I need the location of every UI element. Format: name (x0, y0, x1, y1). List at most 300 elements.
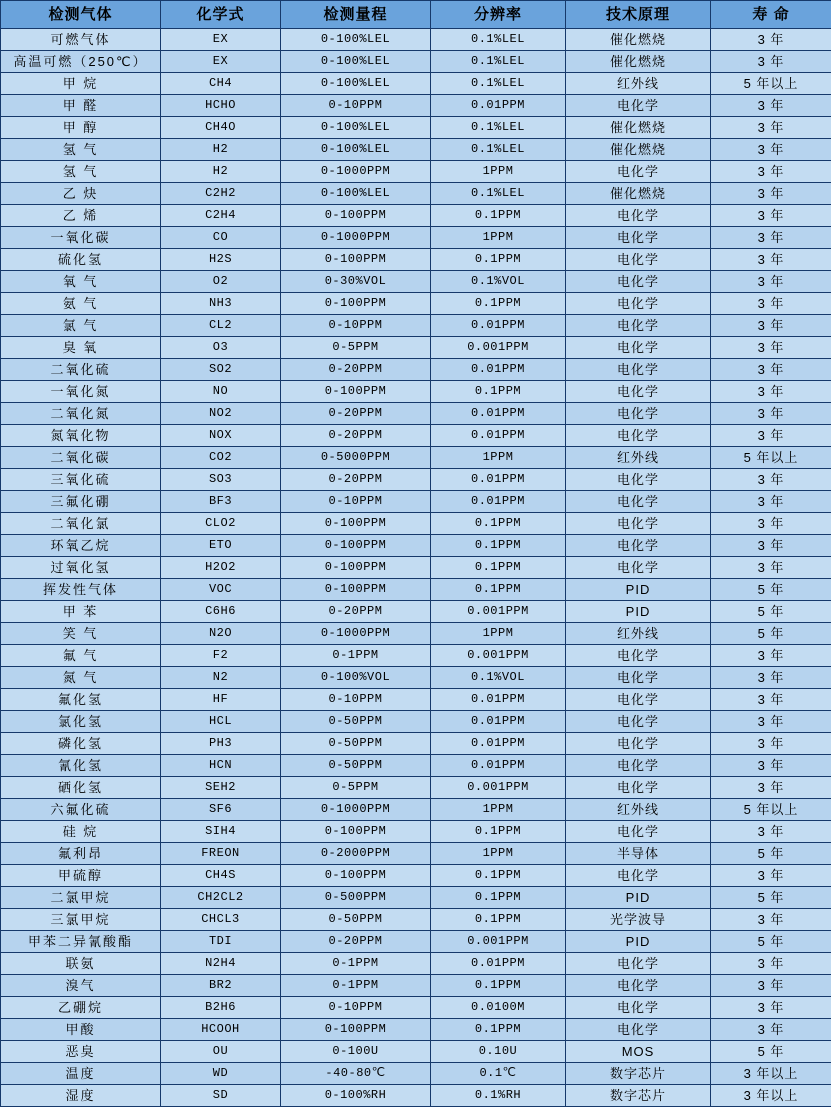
cell-gas: 氮氧化物 (1, 425, 161, 447)
cell-formula: CO (161, 227, 281, 249)
cell-gas: 氧 气 (1, 271, 161, 293)
cell-technology: 催化燃烧 (566, 117, 711, 139)
cell-formula: SO2 (161, 359, 281, 381)
cell-gas: 一氧化氮 (1, 381, 161, 403)
cell-formula: SIH4 (161, 821, 281, 843)
cell-range: 0-500PPM (281, 887, 431, 909)
cell-formula: BR2 (161, 975, 281, 997)
cell-resolution: 0.1%LEL (431, 117, 566, 139)
cell-lifespan: 3 年 (711, 909, 831, 931)
cell-formula: C6H6 (161, 601, 281, 623)
table-row (1, 777, 831, 799)
cell-lifespan: 3 年 (711, 1019, 831, 1041)
cell-technology: 电化学 (566, 953, 711, 975)
cell-lifespan: 3 年 (711, 161, 831, 183)
cell-lifespan: 3 年 (711, 997, 831, 1019)
cell-resolution: 0.01PPM (431, 755, 566, 777)
cell-gas: 硒化氢 (1, 777, 161, 799)
cell-gas: 硫化氢 (1, 249, 161, 271)
cell-formula: N2 (161, 667, 281, 689)
cell-range: -40-80℃ (281, 1063, 431, 1085)
cell-range: 0-5PPM (281, 777, 431, 799)
table-row (1, 909, 831, 931)
cell-technology: 催化燃烧 (566, 139, 711, 161)
table-row (1, 645, 831, 667)
cell-range: 0-100PPM (281, 579, 431, 601)
cell-technology: 催化燃烧 (566, 51, 711, 73)
cell-gas: 三氟化硼 (1, 491, 161, 513)
table-row (1, 227, 831, 249)
cell-formula: NH3 (161, 293, 281, 315)
table-row (1, 557, 831, 579)
cell-technology: 电化学 (566, 1019, 711, 1041)
cell-lifespan: 5 年 (711, 887, 831, 909)
table-body (1, 29, 831, 1107)
table-row (1, 249, 831, 271)
cell-resolution: 0.1%LEL (431, 73, 566, 95)
cell-gas: 氨 气 (1, 293, 161, 315)
cell-gas: 高温可燃（250℃） (1, 51, 161, 73)
cell-lifespan: 5 年 (711, 1041, 831, 1063)
cell-resolution: 0.1PPM (431, 975, 566, 997)
cell-formula: H2O2 (161, 557, 281, 579)
table-row (1, 623, 831, 645)
cell-lifespan: 3 年 (711, 139, 831, 161)
cell-resolution: 0.01PPM (431, 359, 566, 381)
table-row (1, 293, 831, 315)
cell-technology: 电化学 (566, 249, 711, 271)
cell-lifespan: 3 年 (711, 645, 831, 667)
cell-lifespan: 3 年 (711, 29, 831, 51)
cell-lifespan: 3 年 (711, 865, 831, 887)
table-row (1, 315, 831, 337)
cell-resolution: 1PPM (431, 843, 566, 865)
cell-gas: 挥发性气体 (1, 579, 161, 601)
table-row (1, 183, 831, 205)
cell-gas: 硅 烷 (1, 821, 161, 843)
column-header-gas: 检测气体 (1, 1, 161, 29)
cell-gas: 联氨 (1, 953, 161, 975)
cell-technology: 电化学 (566, 513, 711, 535)
cell-range: 0-50PPM (281, 755, 431, 777)
table-row (1, 51, 831, 73)
table-row (1, 997, 831, 1019)
cell-technology: 电化学 (566, 403, 711, 425)
cell-technology: 红外线 (566, 73, 711, 95)
table-row (1, 953, 831, 975)
cell-formula: O3 (161, 337, 281, 359)
cell-resolution: 0.1%LEL (431, 139, 566, 161)
table-row (1, 1041, 831, 1063)
cell-resolution: 1PPM (431, 161, 566, 183)
cell-formula: SEH2 (161, 777, 281, 799)
cell-lifespan: 3 年 (711, 689, 831, 711)
cell-gas: 环氧乙烷 (1, 535, 161, 557)
cell-resolution: 0.1PPM (431, 557, 566, 579)
cell-lifespan: 3 年 (711, 491, 831, 513)
cell-range: 0-100PPM (281, 1019, 431, 1041)
cell-resolution: 0.001PPM (431, 645, 566, 667)
cell-technology: PID (566, 887, 711, 909)
table-row (1, 1085, 831, 1107)
cell-resolution: 0.1PPM (431, 579, 566, 601)
cell-lifespan: 3 年 (711, 315, 831, 337)
cell-gas: 氯 气 (1, 315, 161, 337)
cell-lifespan: 3 年 (711, 205, 831, 227)
cell-gas: 三氧化硫 (1, 469, 161, 491)
cell-formula: C2H4 (161, 205, 281, 227)
cell-technology: MOS (566, 1041, 711, 1063)
table-row (1, 359, 831, 381)
cell-lifespan: 3 年 (711, 975, 831, 997)
table-row (1, 799, 831, 821)
cell-technology: 电化学 (566, 535, 711, 557)
cell-resolution: 1PPM (431, 623, 566, 645)
cell-formula: B2H6 (161, 997, 281, 1019)
cell-resolution: 0.01PPM (431, 425, 566, 447)
cell-formula: HF (161, 689, 281, 711)
table-row (1, 535, 831, 557)
table-row (1, 711, 831, 733)
cell-resolution: 0.1%LEL (431, 183, 566, 205)
cell-gas: 二氧化氯 (1, 513, 161, 535)
cell-gas: 甲 苯 (1, 601, 161, 623)
cell-lifespan: 5 年以上 (711, 447, 831, 469)
cell-formula: H2S (161, 249, 281, 271)
cell-gas: 氟 气 (1, 645, 161, 667)
cell-range: 0-100PPM (281, 535, 431, 557)
cell-resolution: 0.01PPM (431, 95, 566, 117)
cell-range: 0-100PPM (281, 513, 431, 535)
cell-gas: 乙硼烷 (1, 997, 161, 1019)
cell-gas: 二氯甲烷 (1, 887, 161, 909)
cell-range: 0-5PPM (281, 337, 431, 359)
table-row (1, 667, 831, 689)
table-row (1, 513, 831, 535)
cell-resolution: 0.0100M (431, 997, 566, 1019)
cell-lifespan: 5 年 (711, 623, 831, 645)
table-row (1, 733, 831, 755)
cell-range: 0-20PPM (281, 931, 431, 953)
cell-lifespan: 5 年以上 (711, 73, 831, 95)
cell-gas: 甲酸 (1, 1019, 161, 1041)
cell-gas: 氢 气 (1, 139, 161, 161)
cell-resolution: 0.1PPM (431, 865, 566, 887)
cell-formula: HCL (161, 711, 281, 733)
cell-gas: 笑 气 (1, 623, 161, 645)
cell-resolution: 0.01PPM (431, 733, 566, 755)
cell-lifespan: 5 年 (711, 579, 831, 601)
table-row (1, 117, 831, 139)
table-row (1, 931, 831, 953)
cell-resolution: 0.1%LEL (431, 51, 566, 73)
cell-resolution: 0.01PPM (431, 403, 566, 425)
table-row (1, 205, 831, 227)
cell-resolution: 1PPM (431, 447, 566, 469)
cell-lifespan: 3 年 (711, 953, 831, 975)
cell-gas: 二氧化氮 (1, 403, 161, 425)
cell-formula: N2O (161, 623, 281, 645)
cell-range: 0-30%VOL (281, 271, 431, 293)
table-row (1, 887, 831, 909)
table-header-row (1, 1, 831, 29)
cell-technology: 电化学 (566, 293, 711, 315)
cell-gas: 甲 烷 (1, 73, 161, 95)
cell-lifespan: 3 年 (711, 183, 831, 205)
cell-gas: 乙 炔 (1, 183, 161, 205)
cell-technology: PID (566, 601, 711, 623)
cell-resolution: 0.1PPM (431, 293, 566, 315)
cell-lifespan: 3 年 (711, 381, 831, 403)
table-row (1, 469, 831, 491)
column-header-lifespan: 寿 命 (711, 1, 831, 29)
cell-formula: H2 (161, 139, 281, 161)
cell-gas: 溴气 (1, 975, 161, 997)
cell-lifespan: 3 年 (711, 249, 831, 271)
cell-range: 0-2000PPM (281, 843, 431, 865)
cell-technology: 电化学 (566, 821, 711, 843)
cell-technology: 电化学 (566, 95, 711, 117)
cell-technology: PID (566, 931, 711, 953)
cell-technology: 电化学 (566, 711, 711, 733)
cell-range: 0-100%LEL (281, 73, 431, 95)
cell-resolution: 0.001PPM (431, 337, 566, 359)
table-row (1, 689, 831, 711)
cell-technology: 电化学 (566, 557, 711, 579)
cell-resolution: 0.10U (431, 1041, 566, 1063)
cell-gas: 二氧化硫 (1, 359, 161, 381)
cell-lifespan: 3 年 (711, 755, 831, 777)
column-header-range: 检测量程 (281, 1, 431, 29)
cell-resolution: 0.1℃ (431, 1063, 566, 1085)
cell-range: 0-20PPM (281, 425, 431, 447)
cell-range: 0-100PPM (281, 205, 431, 227)
cell-lifespan: 3 年 (711, 117, 831, 139)
cell-formula: F2 (161, 645, 281, 667)
cell-formula: CH4S (161, 865, 281, 887)
cell-lifespan: 5 年以上 (711, 799, 831, 821)
table-row (1, 381, 831, 403)
table-row (1, 865, 831, 887)
cell-resolution: 0.1PPM (431, 887, 566, 909)
cell-range: 0-100PPM (281, 249, 431, 271)
cell-resolution: 0.1%RH (431, 1085, 566, 1107)
cell-range: 0-100U (281, 1041, 431, 1063)
cell-technology: 催化燃烧 (566, 29, 711, 51)
cell-range: 0-1PPM (281, 975, 431, 997)
cell-lifespan: 5 年 (711, 601, 831, 623)
cell-technology: 电化学 (566, 227, 711, 249)
cell-formula: HCOOH (161, 1019, 281, 1041)
cell-formula: SF6 (161, 799, 281, 821)
cell-lifespan: 3 年 (711, 469, 831, 491)
cell-technology: 数字芯片 (566, 1063, 711, 1085)
cell-technology: PID (566, 579, 711, 601)
table-row (1, 491, 831, 513)
cell-formula: ETO (161, 535, 281, 557)
cell-formula: EX (161, 51, 281, 73)
cell-technology: 催化燃烧 (566, 183, 711, 205)
cell-lifespan: 3 年 (711, 711, 831, 733)
cell-gas: 氯化氢 (1, 711, 161, 733)
cell-range: 0-100PPM (281, 557, 431, 579)
cell-formula: CHCL3 (161, 909, 281, 931)
table-row (1, 601, 831, 623)
cell-technology: 数字芯片 (566, 1085, 711, 1107)
table-header (1, 1, 831, 29)
cell-gas: 二氧化碳 (1, 447, 161, 469)
cell-resolution: 0.1PPM (431, 249, 566, 271)
cell-range: 0-50PPM (281, 909, 431, 931)
column-header-technology: 技术原理 (566, 1, 711, 29)
table-row (1, 1063, 831, 1085)
cell-lifespan: 3 年 (711, 95, 831, 117)
cell-resolution: 0.001PPM (431, 931, 566, 953)
cell-range: 0-10PPM (281, 491, 431, 513)
cell-range: 0-1000PPM (281, 799, 431, 821)
cell-lifespan: 3 年 (711, 227, 831, 249)
cell-formula: BF3 (161, 491, 281, 513)
cell-range: 0-1PPM (281, 645, 431, 667)
table-row (1, 29, 831, 51)
cell-lifespan: 3 年 (711, 535, 831, 557)
cell-gas: 甲苯二异氰酸酯 (1, 931, 161, 953)
cell-resolution: 0.1PPM (431, 513, 566, 535)
cell-range: 0-100PPM (281, 293, 431, 315)
cell-range: 0-1000PPM (281, 623, 431, 645)
cell-range: 0-100PPM (281, 381, 431, 403)
table-row (1, 579, 831, 601)
cell-range: 0-20PPM (281, 601, 431, 623)
cell-resolution: 0.01PPM (431, 953, 566, 975)
cell-range: 0-10PPM (281, 95, 431, 117)
cell-technology: 电化学 (566, 755, 711, 777)
cell-lifespan: 3 年 (711, 667, 831, 689)
cell-lifespan: 3 年以上 (711, 1085, 831, 1107)
cell-range: 0-10PPM (281, 689, 431, 711)
cell-technology: 电化学 (566, 271, 711, 293)
cell-gas: 恶臭 (1, 1041, 161, 1063)
cell-technology: 电化学 (566, 161, 711, 183)
cell-technology: 电化学 (566, 777, 711, 799)
table-row (1, 95, 831, 117)
cell-formula: C2H2 (161, 183, 281, 205)
cell-gas: 甲 醇 (1, 117, 161, 139)
cell-lifespan: 3 年 (711, 425, 831, 447)
cell-formula: H2 (161, 161, 281, 183)
cell-formula: VOC (161, 579, 281, 601)
column-header-resolution: 分辨率 (431, 1, 566, 29)
cell-formula: O2 (161, 271, 281, 293)
cell-gas: 氢 气 (1, 161, 161, 183)
cell-range: 0-100PPM (281, 821, 431, 843)
cell-range: 0-100%LEL (281, 139, 431, 161)
cell-technology: 红外线 (566, 799, 711, 821)
cell-range: 0-100PPM (281, 865, 431, 887)
cell-technology: 电化学 (566, 667, 711, 689)
cell-technology: 电化学 (566, 645, 711, 667)
cell-gas: 可燃气体 (1, 29, 161, 51)
cell-formula: WD (161, 1063, 281, 1085)
cell-lifespan: 3 年 (711, 733, 831, 755)
cell-resolution: 0.001PPM (431, 777, 566, 799)
cell-formula: HCN (161, 755, 281, 777)
cell-resolution: 0.01PPM (431, 689, 566, 711)
cell-gas: 温度 (1, 1063, 161, 1085)
cell-formula: NO (161, 381, 281, 403)
column-header-formula: 化学式 (161, 1, 281, 29)
cell-lifespan: 3 年以上 (711, 1063, 831, 1085)
cell-range: 0-50PPM (281, 711, 431, 733)
cell-lifespan: 3 年 (711, 557, 831, 579)
cell-range: 0-100%LEL (281, 51, 431, 73)
cell-formula: SD (161, 1085, 281, 1107)
table-row (1, 843, 831, 865)
cell-technology: 红外线 (566, 623, 711, 645)
cell-technology: 红外线 (566, 447, 711, 469)
table-row (1, 755, 831, 777)
table-row (1, 403, 831, 425)
cell-formula: CH4O (161, 117, 281, 139)
cell-range: 0-10PPM (281, 997, 431, 1019)
cell-range: 0-10PPM (281, 315, 431, 337)
cell-range: 0-100%VOL (281, 667, 431, 689)
cell-gas: 氟利昂 (1, 843, 161, 865)
cell-formula: CLO2 (161, 513, 281, 535)
cell-lifespan: 3 年 (711, 777, 831, 799)
table-row (1, 447, 831, 469)
cell-formula: N2H4 (161, 953, 281, 975)
cell-gas: 臭 氧 (1, 337, 161, 359)
cell-range: 0-100%RH (281, 1085, 431, 1107)
cell-resolution: 0.1PPM (431, 205, 566, 227)
table-row (1, 73, 831, 95)
cell-technology: 电化学 (566, 975, 711, 997)
cell-range: 0-20PPM (281, 403, 431, 425)
cell-formula: EX (161, 29, 281, 51)
cell-technology: 电化学 (566, 359, 711, 381)
cell-gas: 氮 气 (1, 667, 161, 689)
cell-range: 0-1000PPM (281, 227, 431, 249)
cell-lifespan: 3 年 (711, 359, 831, 381)
cell-resolution: 0.1%LEL (431, 29, 566, 51)
cell-resolution: 0.1PPM (431, 381, 566, 403)
cell-technology: 电化学 (566, 315, 711, 337)
cell-gas: 甲硫醇 (1, 865, 161, 887)
cell-gas: 湿度 (1, 1085, 161, 1107)
cell-formula: OU (161, 1041, 281, 1063)
cell-gas: 三氯甲烷 (1, 909, 161, 931)
cell-formula: SO3 (161, 469, 281, 491)
cell-lifespan: 3 年 (711, 403, 831, 425)
cell-formula: HCHO (161, 95, 281, 117)
table-row (1, 1019, 831, 1041)
cell-technology: 电化学 (566, 337, 711, 359)
cell-formula: NO2 (161, 403, 281, 425)
cell-formula: CO2 (161, 447, 281, 469)
cell-resolution: 0.1PPM (431, 1019, 566, 1041)
cell-formula: FREON (161, 843, 281, 865)
cell-technology: 电化学 (566, 205, 711, 227)
cell-technology: 电化学 (566, 381, 711, 403)
cell-resolution: 0.01PPM (431, 315, 566, 337)
cell-lifespan: 5 年 (711, 931, 831, 953)
table-row (1, 821, 831, 843)
cell-formula: CH4 (161, 73, 281, 95)
cell-resolution: 0.01PPM (431, 469, 566, 491)
cell-range: 0-5000PPM (281, 447, 431, 469)
cell-gas: 六氟化硫 (1, 799, 161, 821)
